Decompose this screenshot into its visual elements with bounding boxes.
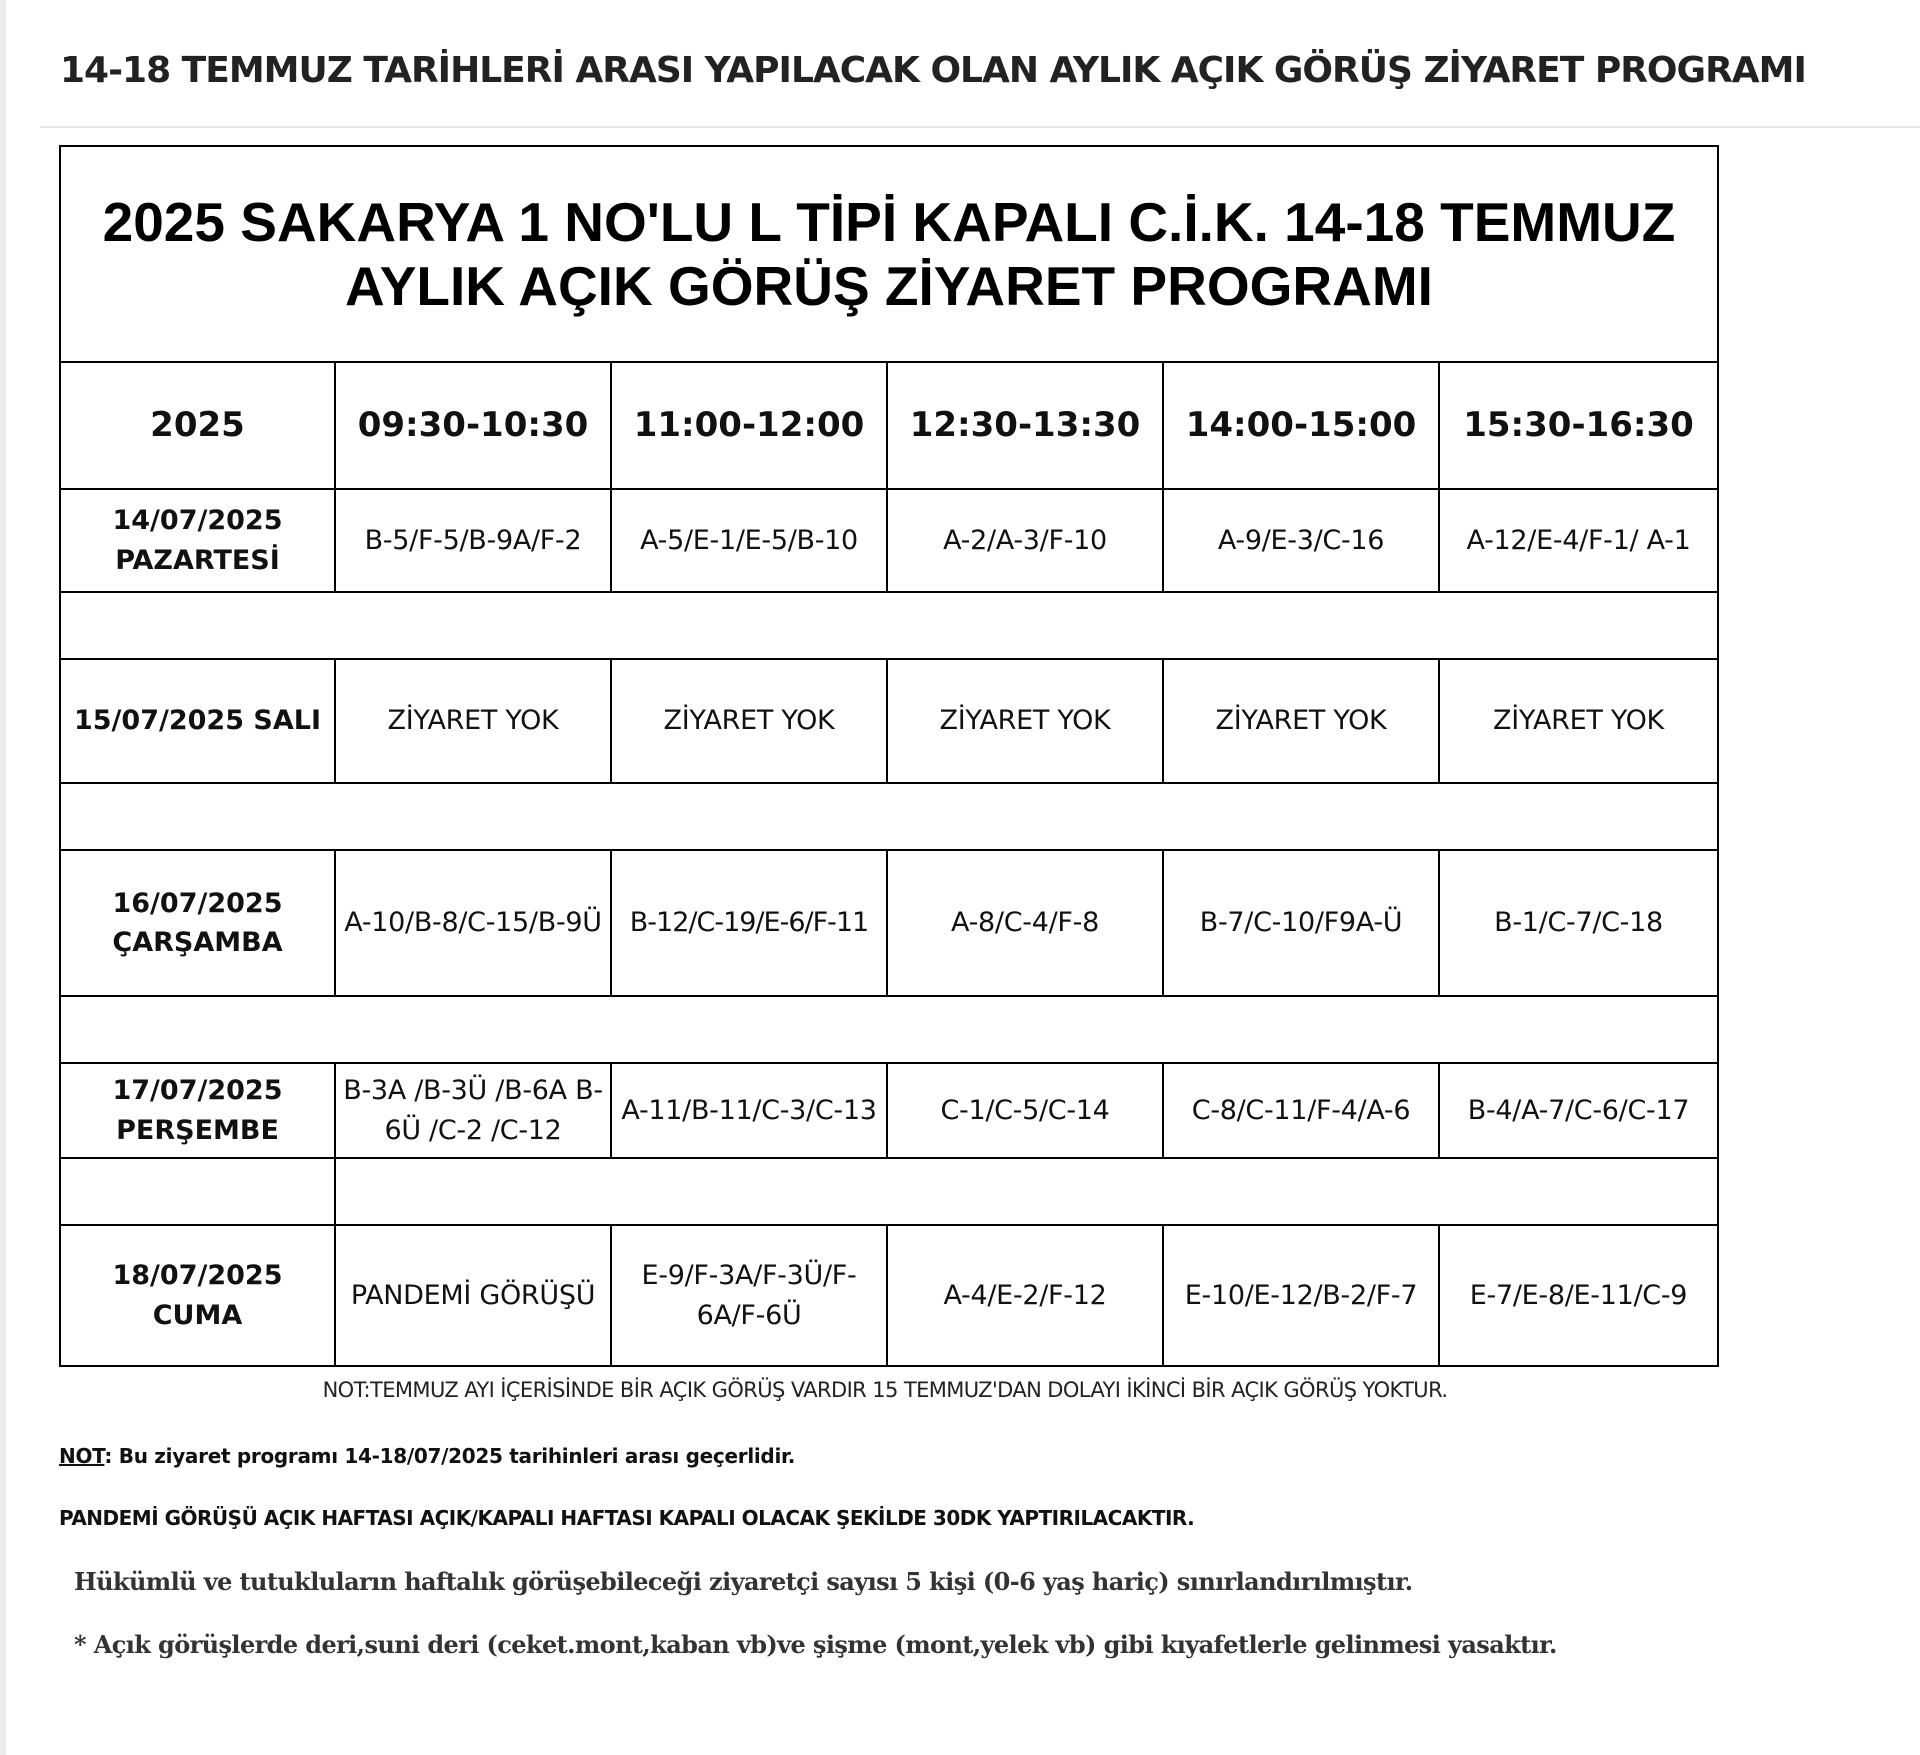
schedule-cell: ZİYARET YOK	[1439, 659, 1718, 783]
table-header-row	[60, 362, 1718, 489]
schedule-cell: A-9/E-3/C-16	[1163, 489, 1439, 592]
schedule-cell: A-4/E-2/F-12	[887, 1225, 1163, 1366]
schedule-cell: B-7/C-10/F9A-Ü	[1163, 850, 1439, 996]
header-year: 2025	[60, 362, 335, 489]
schedule-cell: E-10/E-12/B-2/F-7	[1163, 1225, 1439, 1366]
table-row	[60, 489, 1718, 592]
schedule-cell: A-12/E-4/F-1/ A-1	[1439, 489, 1718, 592]
schedule-cell: A-8/C-4/F-8	[887, 850, 1163, 996]
header-slot-2: 11:00-12:00	[611, 362, 887, 489]
pandemic-note: PANDEMİ GÖRÜŞÜ AÇIK HAFTASI AÇIK/KAPALI HAFTASI KAPALI OLACAK ŞEKİLDE 30DK YAPTIRILACAKTIR.	[59, 1506, 1195, 1530]
schedule-cell: ZİYARET YOK	[887, 659, 1163, 783]
schedule-cell: ZİYARET YOK	[335, 659, 611, 783]
schedule-cell: A-11/B-11/C-3/C-13	[611, 1063, 887, 1158]
schedule-cell: B-12/C-19/E-6/F-11	[611, 850, 887, 996]
schedule-cell: A-10/B-8/C-15/B-9Ü	[335, 850, 611, 996]
header-slot-3: 12:30-13:30	[887, 362, 1163, 489]
validity-note	[59, 1444, 795, 1468]
table-row	[60, 1225, 1718, 1366]
schedule-cell: C-8/C-11/F-4/A-6	[1163, 1063, 1439, 1158]
spacer-row	[60, 783, 1718, 850]
heading-divider	[40, 126, 1920, 128]
schedule-cell: B-5/F-5/B-9A/F-2	[335, 489, 611, 592]
row-date: 15/07/2025 SALI	[60, 659, 335, 783]
july-note: NOT:TEMMUZ AYI İÇERİSİNDE BİR AÇIK GÖRÜŞ VARDIR 15 TEMMUZ'DAN DOLAYI İKİNCİ BİR AÇIK GÖRÜŞ YOKTUR.	[322, 1378, 1448, 1402]
row-date: 17/07/2025 PERŞEMBE	[60, 1063, 335, 1158]
page-left-border	[0, 0, 6, 1755]
row-date: 18/07/2025 CUMA	[60, 1225, 335, 1366]
table-row	[60, 659, 1718, 783]
page-heading: 14-18 TEMMUZ TARİHLERİ ARASI YAPILACAK OLAN AYLIK AÇIK GÖRÜŞ ZİYARET PROGRAMI	[60, 50, 1806, 91]
schedule-cell: ZİYARET YOK	[611, 659, 887, 783]
note-label: NOT	[59, 1444, 105, 1468]
empty-cell	[60, 996, 1718, 1063]
spacer-row	[60, 1158, 1718, 1225]
schedule-cell: B-1/C-7/C-18	[1439, 850, 1718, 996]
schedule-cell: B-4/A-7/C-6/C-17	[1439, 1063, 1718, 1158]
clothing-rule-note: * Açık görüşlerde deri,suni deri (ceket.mont,kaban vb)ve şişme (mont,yelek vb) gibi kıyafetlerle gelinmesi yasaktır.	[74, 1630, 1557, 1659]
row-date: 16/07/2025 ÇARŞAMBA	[60, 850, 335, 996]
schedule-cell: PANDEMİ GÖRÜŞÜ	[335, 1225, 611, 1366]
empty-cell	[60, 592, 1718, 659]
row-date: 14/07/2025 PAZARTESİ	[60, 489, 335, 592]
header-slot-4: 14:00-15:00	[1163, 362, 1439, 489]
schedule-cell: E-7/E-8/E-11/C-9	[1439, 1225, 1718, 1366]
visitor-limit-note: Hükümlü ve tutukluların haftalık görüşebileceği ziyaretçi sayısı 5 kişi (0-6 yaş hariç) sınırlandırılmıştır.	[74, 1567, 1413, 1596]
visit-schedule-table	[59, 145, 1719, 1367]
empty-cell	[60, 1158, 335, 1225]
schedule-cell: A-2/A-3/F-10	[887, 489, 1163, 592]
table-title-row	[60, 146, 1718, 362]
validity-text: : Bu ziyaret programı 14-18/07/2025 tarihinleri arası geçerlidir.	[104, 1444, 796, 1468]
header-slot-1: 09:30-10:30	[335, 362, 611, 489]
spacer-row	[60, 592, 1718, 659]
schedule-cell: B-3A /B-3Ü /B-6A B-6Ü /C-2 /C-12	[335, 1063, 611, 1158]
schedule-cell: C-1/C-5/C-14	[887, 1063, 1163, 1158]
empty-cell	[60, 783, 1718, 850]
schedule-cell: E-9/F-3A/F-3Ü/F-6A/F-6Ü	[611, 1225, 887, 1366]
schedule-cell: ZİYARET YOK	[1163, 659, 1439, 783]
empty-cell	[335, 1158, 1718, 1225]
spacer-row	[60, 996, 1718, 1063]
table-title: 2025 SAKARYA 1 NO'LU L TİPİ KAPALI C.İ.K. 14-18 TEMMUZ AYLIK AÇIK GÖRÜŞ ZİYARET PROGRAMI	[60, 146, 1718, 362]
table-row	[60, 1063, 1718, 1158]
header-slot-5: 15:30-16:30	[1439, 362, 1718, 489]
schedule-cell: A-5/E-1/E-5/B-10	[611, 489, 887, 592]
table-row	[60, 850, 1718, 996]
